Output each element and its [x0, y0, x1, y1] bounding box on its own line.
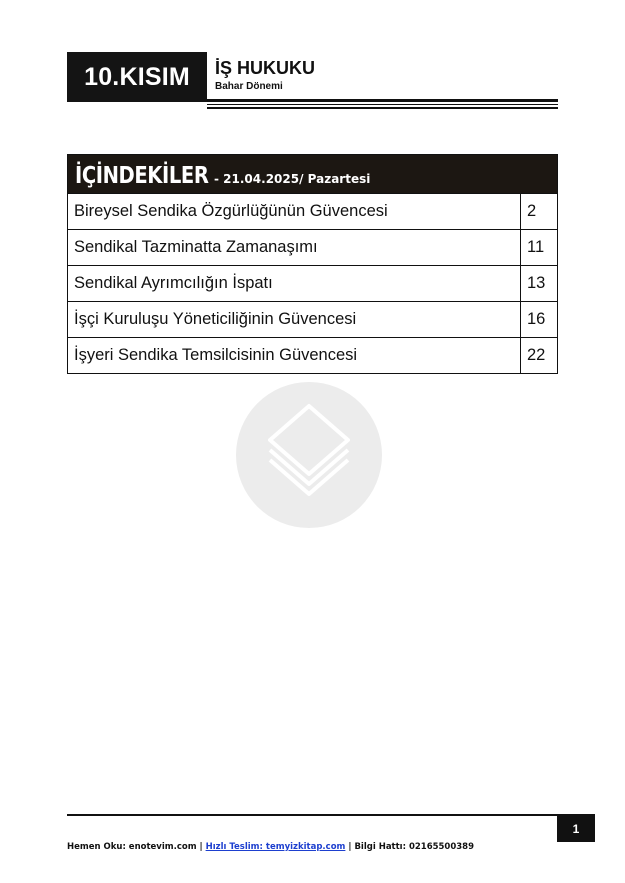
toc-item-label[interactable]: Sendikal Ayrımcılığın İspatı	[74, 274, 273, 292]
toc-row[interactable]	[68, 301, 557, 337]
toc-item-page: 11	[520, 230, 557, 265]
footer-info	[67, 842, 474, 852]
header-rule	[207, 99, 558, 102]
part-number: 10.KISIM	[67, 52, 207, 102]
toc-header	[68, 155, 557, 193]
toc-item-label[interactable]: İşçi Kuruluşu Yöneticiliğinin Güvencesi	[74, 310, 357, 328]
toc-item-page: 2	[520, 194, 557, 229]
footer-rule	[67, 814, 595, 816]
toc-item-page: 16	[520, 302, 557, 337]
toc-item-page: 13	[520, 266, 557, 301]
footer-delivery-link[interactable]: Hızlı Teslim: temyizkitap.com	[205, 842, 346, 852]
document-subtitle: Bahar Dönemi	[215, 81, 283, 92]
footer-read-link[interactable]: Hemen Oku: enotevim.com	[67, 842, 197, 852]
toc-row[interactable]	[68, 193, 557, 229]
page-number: 1	[557, 815, 595, 842]
header-rule	[207, 104, 558, 105]
footer-separator: |	[196, 842, 206, 852]
toc-row[interactable]	[68, 265, 557, 301]
document-title: İŞ HUKUKU	[215, 58, 316, 78]
toc-item-label[interactable]: Sendikal Tazminatta Zamanaşımı	[74, 238, 318, 256]
footer-phone: Bilgi Hattı: 02165500389	[354, 842, 475, 852]
toc-item-page: 22	[520, 338, 557, 373]
toc-item-label[interactable]: İşyeri Sendika Temsilcisinin Güvencesi	[74, 346, 358, 364]
layers-icon	[236, 382, 382, 528]
watermark-logo	[236, 382, 382, 528]
toc-date: - 21.04.2025/ Pazartesi	[214, 172, 371, 186]
table-of-contents	[67, 154, 558, 374]
header-rule	[207, 107, 558, 109]
toc-row[interactable]	[68, 229, 557, 265]
toc-item-label[interactable]: Bireysel Sendika Özgürlüğünün Güvencesi	[74, 202, 388, 220]
footer-separator: |	[345, 842, 355, 852]
toc-title: İÇİNDEKİLER	[75, 163, 209, 189]
toc-row[interactable]	[68, 337, 557, 373]
